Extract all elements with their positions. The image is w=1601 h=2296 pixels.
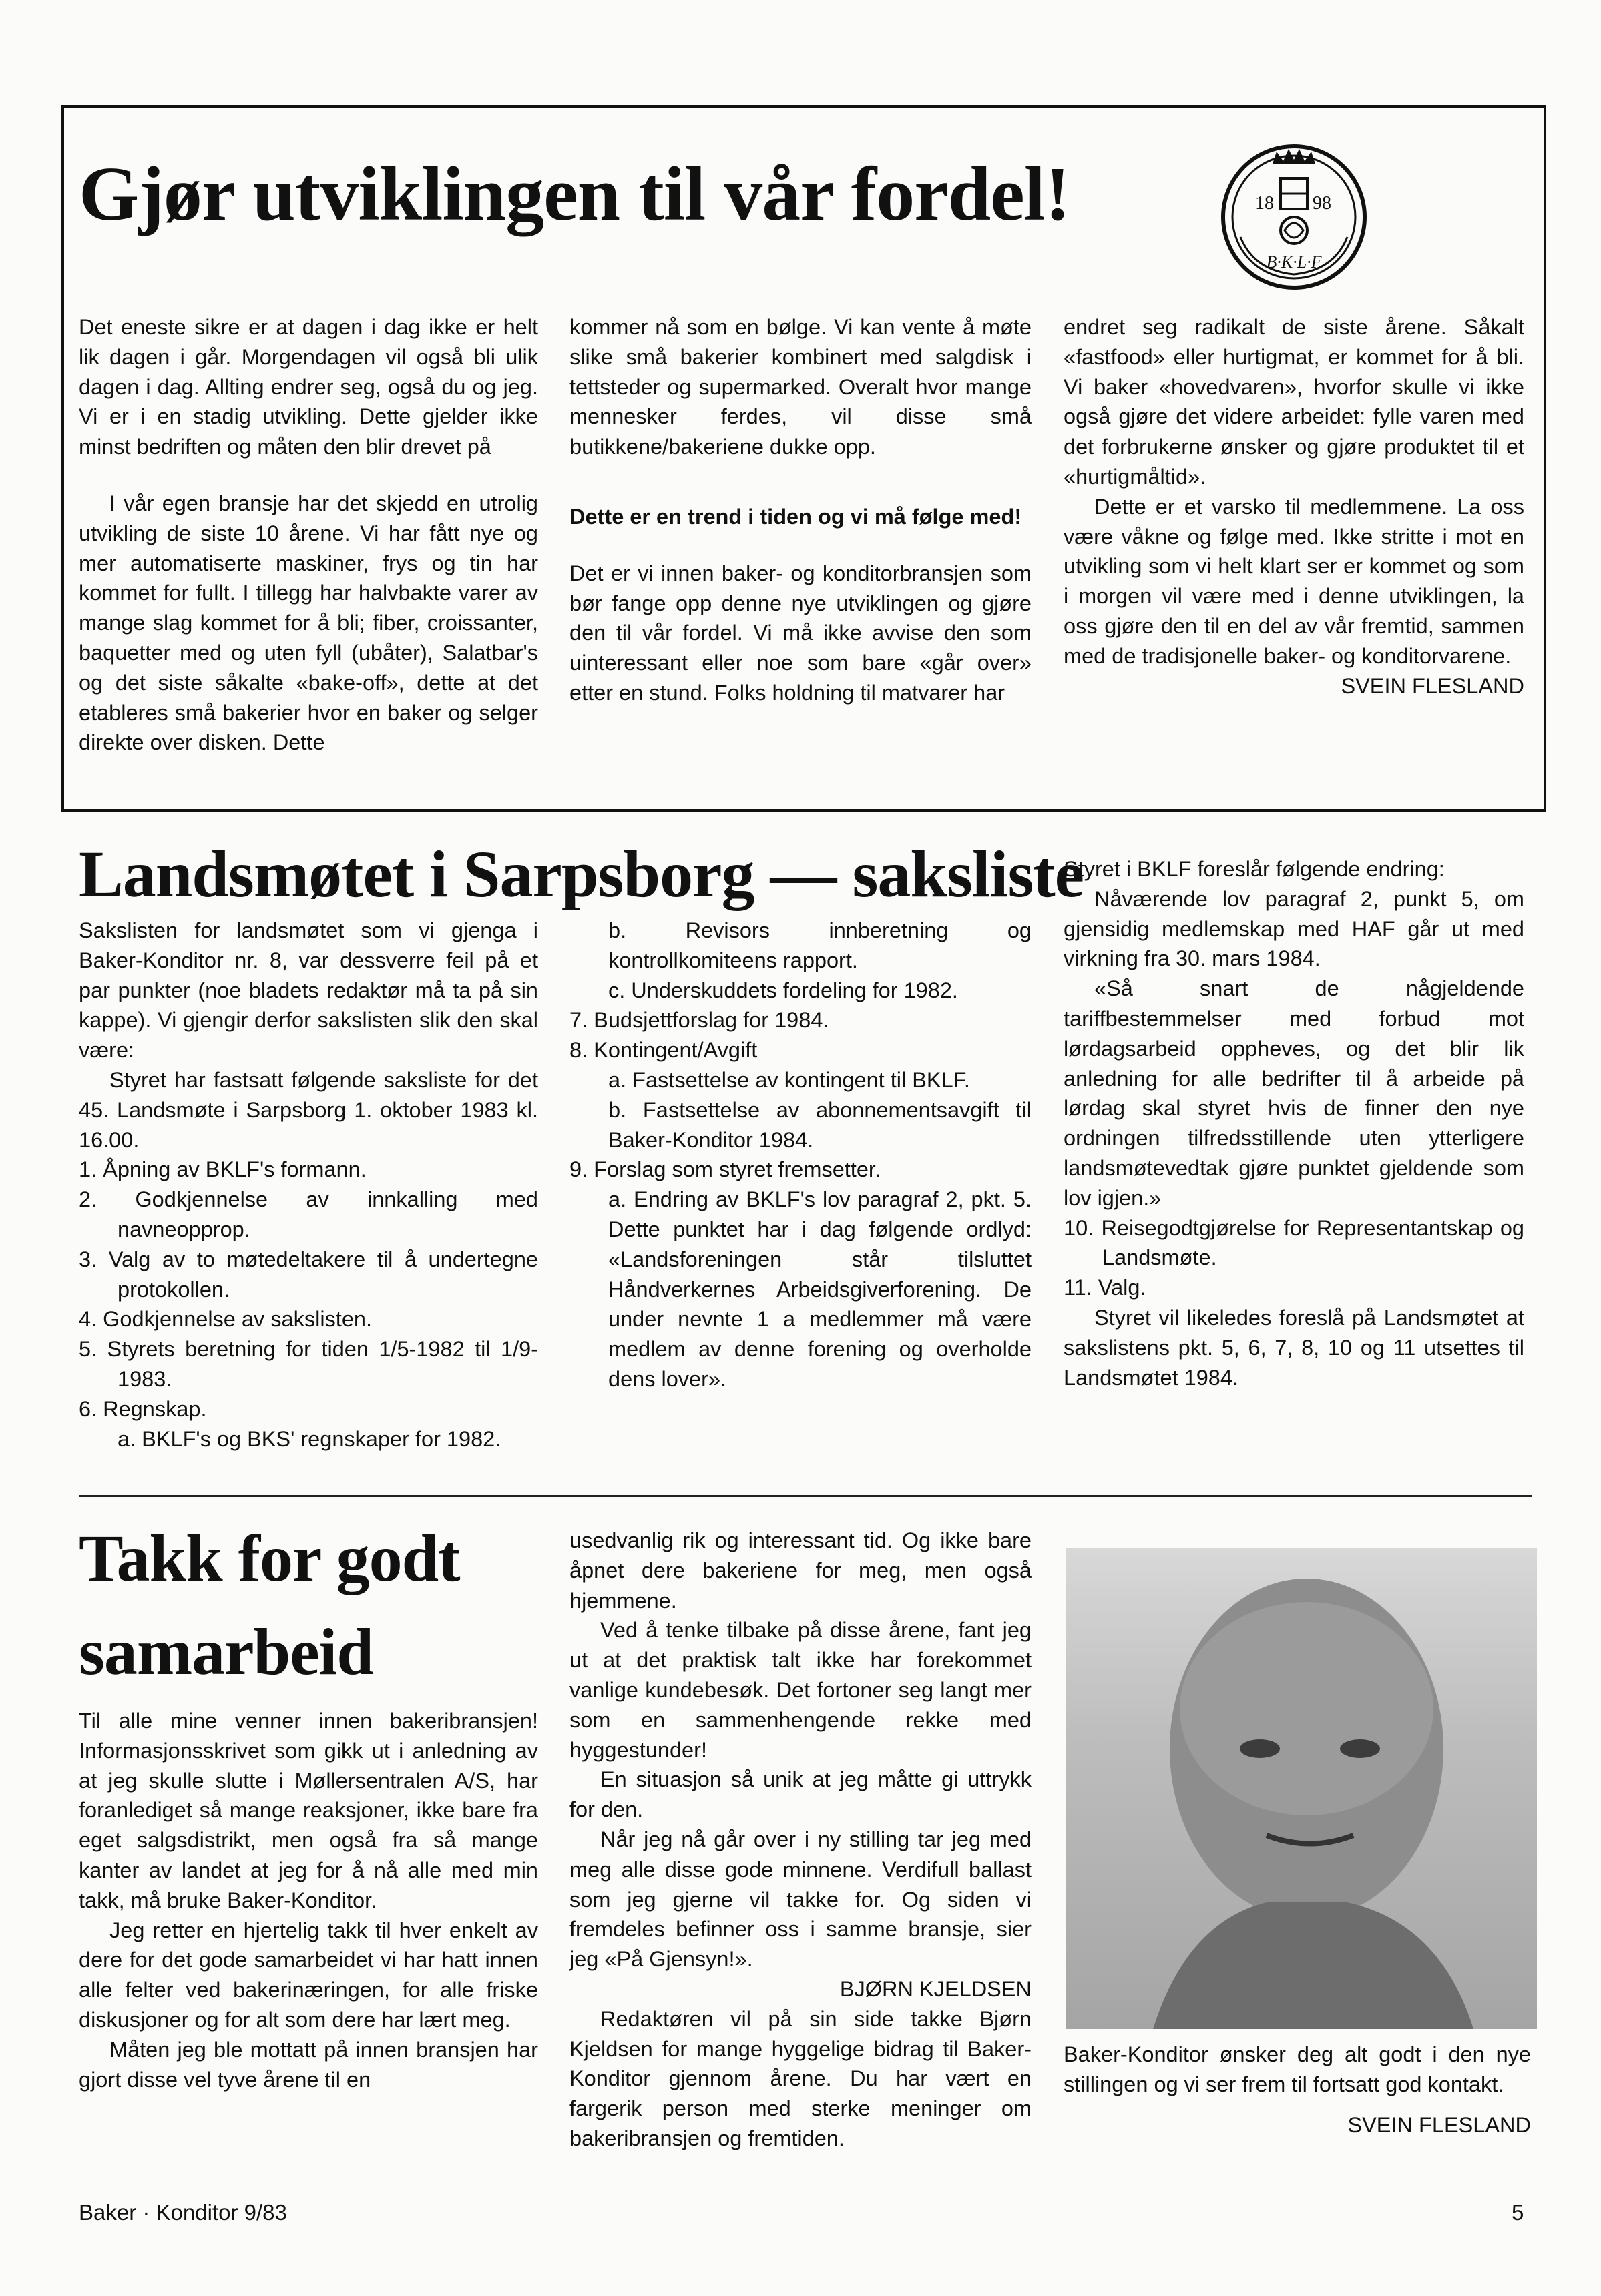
article1-column-3 bbox=[1064, 312, 1524, 701]
article2-agenda-subitem: a. Fastsettelse av kontingent til BKLF. bbox=[608, 1067, 970, 1092]
article2-paragraph: Sakslisten for landsmøtet som vi gjenga i Baker-Konditor nr. 8, var dessverre feil på et par punkter (noe bladets redaktør må ta på sin kappe). Vi gjengir derfor sakslisten slik den skal være: bbox=[79, 918, 538, 1063]
article2-column-1 bbox=[79, 916, 538, 1454]
article2-column-3 bbox=[1064, 854, 1524, 1392]
caption-text: Baker-Konditor ønsker deg alt godt i den nye stillingen og vi ser frem til fortsatt god kontakt. bbox=[1064, 2042, 1531, 2096]
article3-signature: BJØRN KJELDSEN bbox=[839, 1976, 1032, 2001]
article3-paragraph: Måten jeg ble mottatt på innen bransjen har gjort disse vel tyve årene til en bbox=[79, 2037, 538, 2092]
article3-paragraph: Jeg retter en hjertelig takk til hver enkelt av dere for det gode samarbeidet vi har hatt innen alle felter ved bakerinæringen, for alle friske diskusjoner og for alt som dere har lært meg. bbox=[79, 1918, 538, 2032]
article2-agenda-item: 10. Reisegodtgjørelse for Representantskap og Landsmøte. bbox=[1064, 1215, 1524, 1270]
article2-agenda-item: 2. Godkjennelse av innkalling med navneopprop. bbox=[79, 1187, 539, 1241]
photo-caption bbox=[1064, 2040, 1531, 2140]
article3-paragraph: Til alle mine venner innen bakeribransjen! Informasjonsskrivet som gikk ut i anledning av at jeg skulle slutte i Møllersentralen A/S, har foranlediget så mange reaksjoner, ikke bare fra eget salgsdistrikt, men også fra så mange kanter av landet at jeg for å nå alle med min takk, må bruke Baker-Konditor. bbox=[79, 1709, 538, 1912]
article2-paragraph: Styret i BKLF foreslår følgende endring: bbox=[1064, 857, 1445, 881]
article2-agenda-item: 4. Godkjennelse av sakslisten. bbox=[79, 1307, 372, 1332]
article3-column-1 bbox=[79, 1706, 538, 2094]
article2-paragraph: «Så snart de någjeldende tariffbestemmelser med forbud mot lørdagsarbeid oppheves, og det blir lik anledning for alle bedrifter til å arbeide på lørdag skal styret hvis de finner den nye ordningen tilfredsstillende uten ytterligere landsmøtevedtak gjøre punktet gjeldende som lov igjen.» bbox=[1064, 976, 1524, 1210]
article2-agenda-subitem: b. Fastsettelse av abonnementsavgift til Baker-Konditor 1984. bbox=[608, 1097, 1032, 1152]
article2-paragraph: Nåværende lov paragraf 2, punkt 5, om gjensidig medlemskap med HAF går ut med virkning fra 30. mars 1984. bbox=[1064, 886, 1524, 971]
article2-paragraph: Styret vil likeledes foreslå på Landsmøtet at sakslistens pkt. 5, 6, 7, 8, 10 og 11 utsettes til Landsmøtet 1984. bbox=[1064, 1305, 1524, 1390]
article2-agenda-item: 3. Valg av to møtedeltakere til å undertegne protokollen. bbox=[79, 1247, 539, 1302]
article2-agenda-subitem: c. Underskuddets fordeling for 1982. bbox=[608, 978, 958, 1002]
section-divider bbox=[79, 1495, 1532, 1497]
article2-agenda-item: 5. Styrets beretning for tiden 1/5-1982 til 1/9-1983. bbox=[79, 1337, 538, 1391]
article3-paragraph: usedvanlig rik og interessant tid. Og ikke bare åpnet dere bakeriene for meg, men også hjemmene. bbox=[569, 1528, 1032, 1613]
article1-paragraph: Det eneste sikre er at dagen i dag ikke er helt lik dagen i går. Morgendagen vil også bli ulik dagen i dag. Allting endrer seg, også du og jeg. Vi er i en stadig utvikling. Dette gjelder ikke minst bedriften og måten den blir drevet på bbox=[79, 315, 538, 459]
article1-paragraph: Det er vi innen baker- og konditorbransjen som bør fange opp denne nye utviklingen og gjøre den til vår fordel. Vi må ikke avvise den som uinteressant eller noe som bare «går over» etter en stund. Folks holdning til matvarer har bbox=[569, 561, 1032, 705]
article2-agenda-item: 1. Åpning av BKLF's formann. bbox=[79, 1157, 367, 1182]
article2-agenda-item: 8. Kontingent/Avgift bbox=[569, 1038, 758, 1063]
article2-agenda-item: 7. Budsjettforslag for 1984. bbox=[569, 1008, 829, 1033]
article1-column-2 bbox=[569, 312, 1032, 708]
article1-column-1 bbox=[79, 312, 538, 758]
article3-paragraph: Redaktøren vil på sin side takke Bjørn Kjeldsen for mange hyggelige bidrag til Baker-Konditor gjennom årene. Du har vært en fargerik person med sterke meninger om bakeribransjen og fremtiden. bbox=[569, 2006, 1032, 2150]
article3-paragraph: Når jeg nå går over i ny stilling tar jeg med meg alle disse gode minnene. Verdifull ballast som jeg gjerne vil takke for. Og siden vi fremdeles befinner oss i samme bransje, sier jeg «På Gjensyn!». bbox=[569, 1827, 1032, 1972]
caption-signature: SVEIN FLESLAND bbox=[1347, 2112, 1531, 2137]
article2-paragraph: Styret har fastsatt følgende saksliste for det 45. Landsmøte i Sarpsborg 1. oktober 1983 kl. 16.00. bbox=[79, 1067, 538, 1152]
article2-agenda-item: 6. Regnskap. bbox=[79, 1396, 207, 1421]
footer-publication: Baker · Konditor 9/83 bbox=[79, 2200, 287, 2225]
bklf-seal-logo bbox=[1214, 137, 1374, 297]
article1-paragraph: I vår egen bransje har det skjedd en utrolig utvikling de siste 10 årene. Vi har fått nye og mer automatiserte maskiner, frys og tin har kommet for fullt. I tillegg har halvbakte varer av mange slag kommet for å bli; fiber, croissanter, baquetter med og uten fyll (ubåter), Salatbar's og det siste såkalte «bake-off», dette at det etableres små bakerier hvor en baker og selger direkte over disken. Dette bbox=[79, 491, 538, 755]
article2-agenda-subitem: b. Revisors innberetning og kontrollkomiteens rapport. bbox=[608, 918, 1032, 972]
article1-title: Gjør utviklingen til vår fordel! bbox=[79, 152, 1070, 237]
portrait-silhouette bbox=[1066, 1548, 1537, 2029]
article2-agenda-item: 11. Valg. bbox=[1064, 1275, 1146, 1300]
article2-title: Landsmøtet i Sarpsborg — saksliste bbox=[79, 837, 1084, 911]
article1-paragraph: kommer nå som en bølge. Vi kan vente å møte slike små bakerier kombinert med salgdisk i tettsteder og supermarked. Overalt hvor mange mennesker ferdes, vil disse små butikkene/bakeriene dukke opp. bbox=[569, 315, 1032, 459]
article2-agenda-item: 9. Forslag som styret fremsetter. bbox=[569, 1157, 881, 1182]
article2-agenda-subitem: a. BKLF's og BKS' regnskaper for 1982. bbox=[118, 1426, 501, 1451]
article3-paragraph: En situasjon så unik at jeg måtte gi uttrykk for den. bbox=[569, 1767, 1032, 1822]
article3-column-2 bbox=[569, 1526, 1032, 2154]
article1-highlight: Dette er en trend i tiden og vi må følge med! bbox=[569, 504, 1022, 529]
article3-title bbox=[79, 1512, 460, 1699]
seal-year-right: 98 bbox=[1313, 193, 1331, 214]
article2-column-2 bbox=[569, 916, 1032, 1394]
seal-name: B·K·L·F bbox=[1266, 252, 1322, 272]
article3-title-line: Takk for godt bbox=[79, 1521, 460, 1595]
article1-signature: SVEIN FLESLAND bbox=[1341, 673, 1524, 698]
article3-title-line: samarbeid bbox=[79, 1615, 373, 1689]
seal-year-left: 18 bbox=[1255, 193, 1274, 214]
footer-page-number: 5 bbox=[1512, 2200, 1524, 2225]
article2-agenda-subitem: a. Endring av BKLF's lov paragraf 2, pkt. 5. Dette punktet har i dag følgende ordlyd: «Landsforeningen står tilsluttet Håndverkernes Arbeidsgiverforening. De under nevnte 1 a medlemmer må være medlem av denne forening og overholde dens lover». bbox=[608, 1187, 1032, 1391]
article3-paragraph: Ved å tenke tilbake på disse årene, fant jeg ut at det praktisk talt ikke har forekommet vanlige kundebesøk. Det fortoner seg langt mer som en sammenhengende rekke med hyggestunder! bbox=[569, 1618, 1032, 1762]
article1-paragraph: endret seg radikalt de siste årene. Såkalt «fastfood» eller hurtigmat, er kommet for å bli. Vi baker «hovedvaren», hvorfor skulle vi ikke også gjøre det videre arbeidet: fylle varen med det forbrukerne ønsker og gjøre produktet til et «hurtigmåltid». bbox=[1064, 315, 1524, 489]
article1-paragraph: Dette er et varsko til medlemmene. La oss være våkne og følge med. Ikke stritte i mot en utvikling som vi helt klart ser er kommet og som i morgen vil være med i denne utviklingen, la oss gjøre den til en del av vår fremtid, sammen med de tradisjonelle baker- og konditorvarene. bbox=[1064, 494, 1524, 668]
portrait-photo bbox=[1066, 1548, 1537, 2029]
